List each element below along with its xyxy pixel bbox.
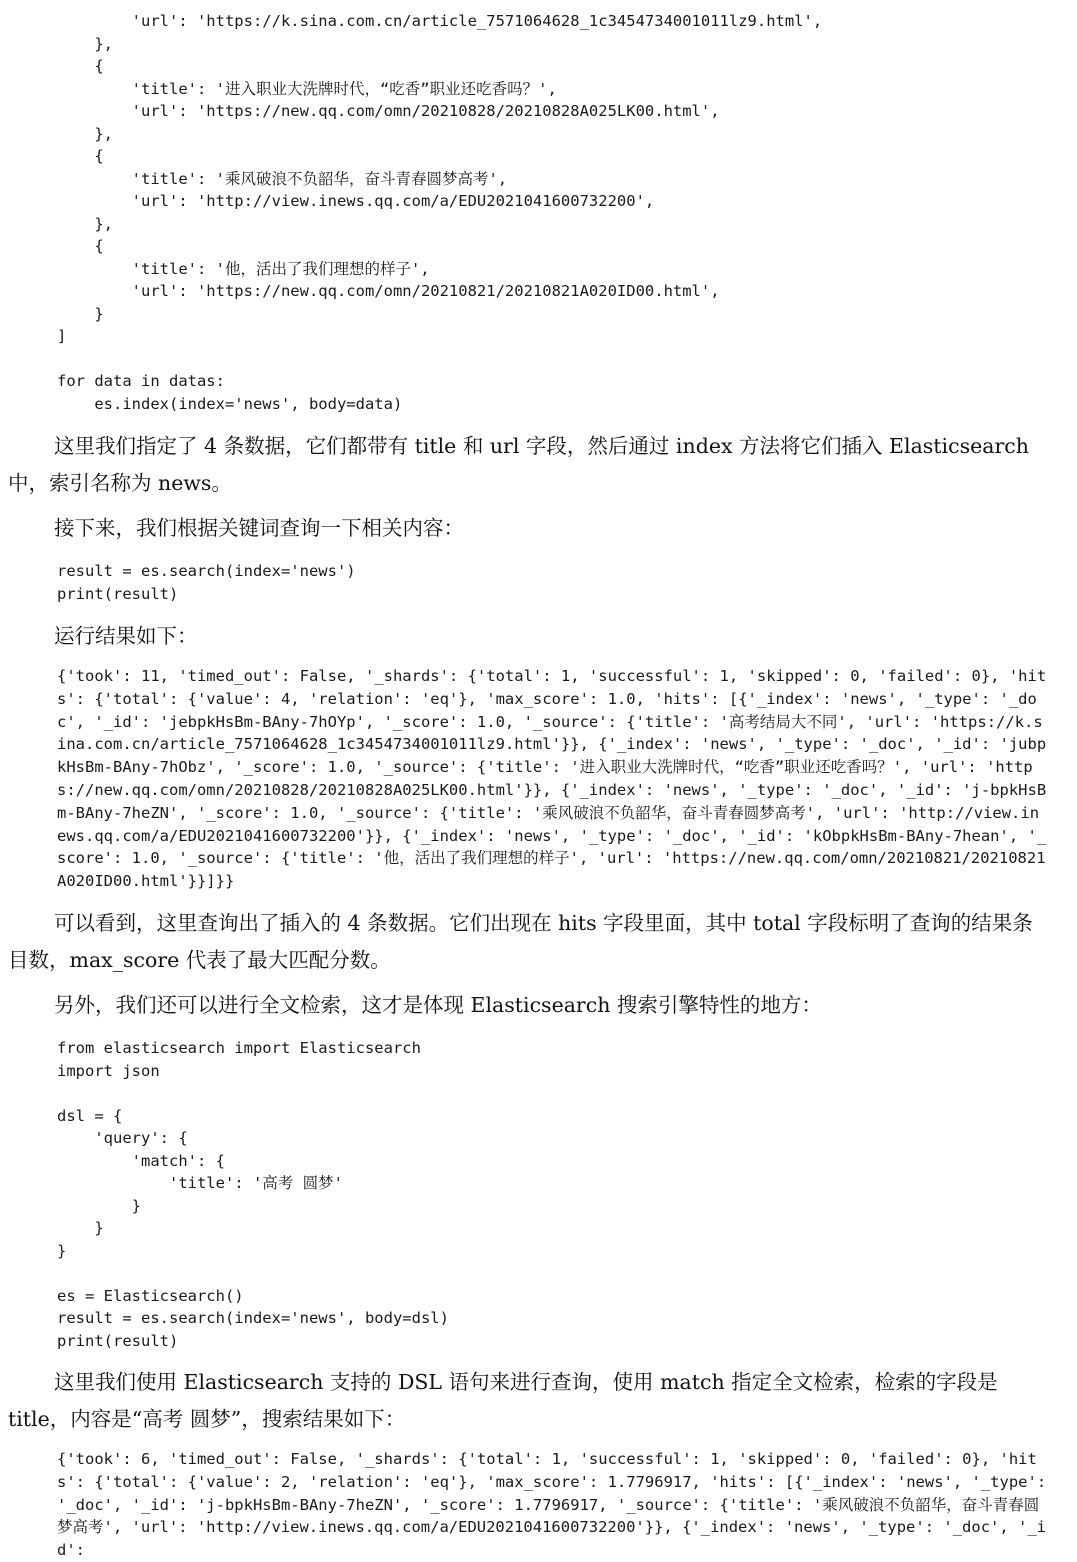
dsl-search-result-output: {'took': 6, 'timed_out': False, '_shards': {'total': 1, 'successful': 1, 'skipped': 0, 'failed': 0}, 'hits': {'total': {'value': 2, 'relation': 'eq'}, 'max_score': 1.7796917, 'hits': [{'_index': 'news', '_type': '_doc', '_id': 'j-bpkHsBm-BAny-7heZN', '_score': 1.7796917, '_source': {'title': '乘风破浪不负韶华，奋斗青春圆梦高考', 'url': 'http://view.inews.qq.com/a/EDU2021041600732200'}}, {'_index': 'news', '_type': '_doc', '_id': xyxy=(57,1450,1047,1560)
paragraph-fulltext-intro: 另外，我们还可以进行全文检索，这才是体现 Elasticsearch 搜索引擎特性的地方： xyxy=(54,993,822,1017)
paragraph-insert-explanation: 这里我们指定了 4 条数据，它们都带有 title 和 url 字段，然后通过 index 方法将它们插入 Elasticsearch 中，索引名称为 news。 xyxy=(8,434,1029,495)
paragraph-search-intro: 接下来，我们根据关键词查询一下相关内容： xyxy=(54,516,464,540)
paragraph-dsl-explanation: 这里我们使用 Elasticsearch 支持的 DSL 语句来进行查询，使用 match 指定全文检索，检索的字段是 title，内容是“高考 圆梦”，搜索结果如下： xyxy=(8,1370,998,1431)
code-block-insert-data: 'url': 'https://k.sina.com.cn/article_7571064628_1c3454734001011lz9.html', }, { 'title': '进入职业大洗牌时代，“吃香”职业还吃香吗？', 'url': 'https://new.qq.com/omn/20210828/20210828A025LK00.html', }, { 'title': '乘风破浪不负韶华，奋斗青春圆梦高考', 'url': 'http://view.inews.qq.com/a/EDU2021041600732200', }, { 'title': '他，活出了我们理想的样子', 'url': 'https://new.qq.com/omn/20210821/20210821A020ID00.html', } ] for data in datas: es.index(index='news', body=data) xyxy=(57,12,823,413)
code-block-dsl-query: from elasticsearch import Elasticsearch import json dsl = { 'query': { 'match': { 'title': '高考 圆梦' } } } es = Elasticsearch() result = es.search(index='news', body=dsl) print(result) xyxy=(57,1039,449,1350)
search-result-output: {'took': 11, 'timed_out': False, '_shards': {'total': 1, 'successful': 1, 'skipped': 0, 'failed': 0}, 'hits': {'total': {'value': 4, 'relation': 'eq'}, 'max_score': 1.0, 'hits': [{'_index': 'news', '_type': '_doc', '_id': 'jebpkHsBm-BAny-7hOYp', '_score': 1.0, '_source': {'title': '高考结局大不同', 'url': 'https://k.sina.com.cn/article_7571064628_1c3454734001011lz9.html'}}, {'_index': 'news', '_type': '_doc', '_id': 'jubpkHsBm-BAny-7hObz', '_score': 1.0, '_source': {'title': '进入职业大洗牌时代，“吃香”职业还吃香吗？', 'url': 'https://new.qq.com/omn/20210828/20210828A025LK00.html'}}, {'_index': 'news', '_type': '_doc', '_id': 'j-bpkHsBm-BAny-7heZN', '_score': 1.0, '_source': {'title': '乘风破浪不负韶华，奋斗青春圆梦高考', 'url': 'http://view.inews.qq.com/a/EDU2021041600732200'}}, {'_index': 'news', '_type': '_doc', '_id': 'kObpkHsBm-BAny-7hean', '_score': 1.0, '_source': {'title': '他，活出了我们理想的样子', 'url': 'https://new.qq.com/omn/20210821/20210821A020ID00.html'}}]}} xyxy=(57,667,1047,891)
code-block-search: result = es.search(index='news') print(result) xyxy=(57,562,356,603)
paragraph-run-result-label: 运行结果如下： xyxy=(54,624,198,648)
paragraph-hits-explanation: 可以看到，这里查询出了插入的 4 条数据。它们出现在 hits 字段里面，其中 total 字段标明了查询的结果条目数，max_score 代表了最大匹配分数。 xyxy=(8,911,1033,972)
